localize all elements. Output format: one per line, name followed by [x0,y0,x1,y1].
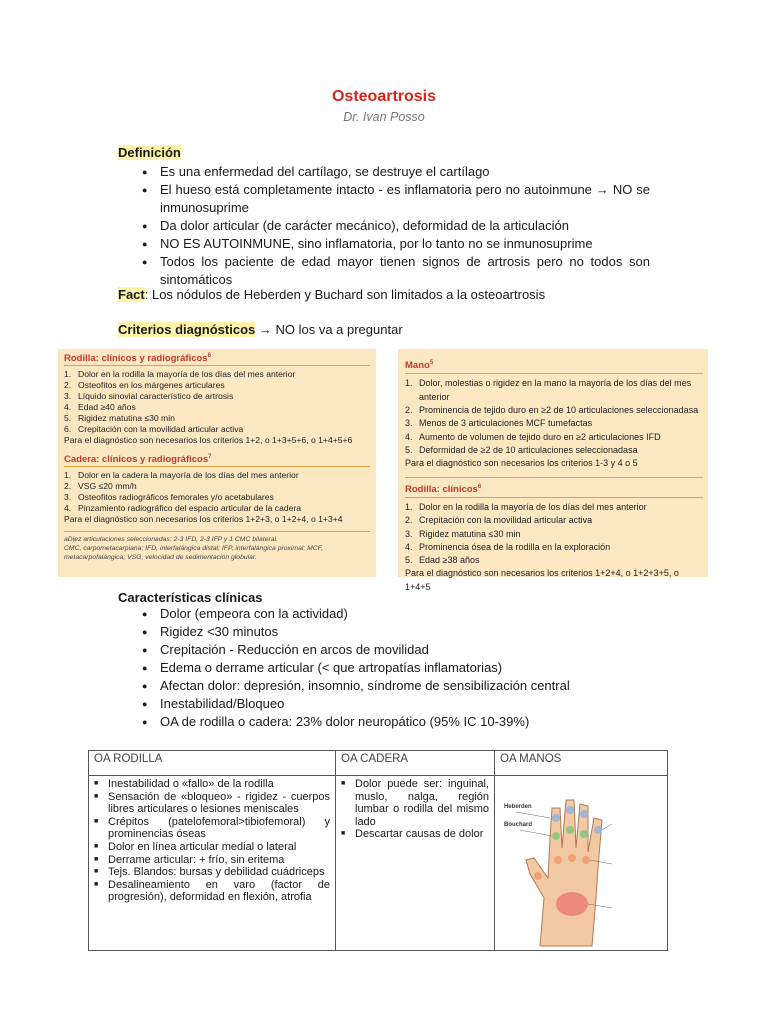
list-item: ● OA de rodilla o cadera: 23% dolor neuropático (95% IC 10-39%) [142,713,662,731]
rodilla-clin-footer: Para el diagnóstico son necesarios los criterios 1+2+4, o 1+2+3+5, o 1+4+5 [405,568,679,592]
list-item: ● El hueso está completamente intacto - es inflamatoria pero no autoinmune → NO se inmunosuprime [142,181,650,217]
list-item: 6. Crepitación con la movilidad articular activa [64,424,244,435]
list-item: 2. Osteofitos en los márgenes articulares [64,380,225,391]
bouchard-label: Bouchard [504,822,533,828]
rodilla-clin-rad-list [64,369,370,435]
rodilla-clin-heading: Rodilla: clínicos$^6$ [405,477,703,498]
table-header: OA CADERA [336,751,495,776]
table-cell-rodilla [89,776,336,951]
list-item: 4. Pinzamiento radiográfico del espacio articular de la cadera [64,503,302,514]
fact-line: Fact: Los nódulos de Heberden y Buchard son limitados a la osteoartrosis [118,287,546,302]
list-item: 2. VSG ≤20 mm/h [64,481,137,492]
list-item: 1. Dolor en la rodilla la mayoría de los días del mes anterior [405,501,647,512]
list-item: ■ Derrame articular: + frío, sin eritema [94,854,330,867]
list-item: 3. Rigidez matutina ≤30 min [405,528,521,539]
list-item: ● Afectan dolor: depresión, insomnio, síndrome de sensibilización central [142,677,662,695]
footnote: CMC, carpometacarpiana; IFD, interfalángica distal; IFP, interfalángica proximal; MCF, metacarpofalángica; VSG, velocidad de sedimentación globular. [64,545,323,562]
list-item: ● Edema o derrame articular (< que artropatías inflamatorias) [142,659,662,677]
list-item: ● NO ES AUTOINMUNE, sino inflamatoria, por lo tanto no se inmunosuprime [142,235,650,253]
heberden-label: Heberden [504,804,532,810]
list-item: ■ Dolor en línea articular medial o lateral [94,841,330,854]
list-item: 2. Crepitación con la movilidad articular activa [405,515,593,526]
cadera-heading: Cadera: clínicos y radiográficos$^7$ [64,452,370,467]
table-row [89,776,668,951]
caracteristicas-list [142,605,662,731]
rodilla-clin-rad-footer: Para el diagnóstico son necesarios los criterios 1+2, o 1+3+5+6, o 1+4+5+6 [64,435,353,446]
list-item: 1. Dolor, molestias o rigidez en la mano la mayoría de los días del mes anterior [405,378,692,402]
footnote: aDiez articulaciones seleccionadas: 2-3 IFD, 2-3 IFP y 1 CMC bilateral. [64,536,278,544]
list-item: ■ Descartar causas de dolor [341,828,489,841]
list-item: ■ Sensación de «bloqueo» - rigidez - cuerpos libres articulares o lesiones meniscales [94,791,330,816]
list-item: 5. Deformidad de ≥2 de 10 articulaciones seleccionadasa [405,444,638,455]
oa-table [88,750,668,951]
list-item: ■ Tejs. Blandos: bursas y debilidad cuádriceps [94,866,330,879]
list-item: 1. Dolor en la rodilla la mayoría de los días del mes anterior [64,369,296,380]
hand-illustration [500,778,650,948]
list-item: ● Crepitación - Reducción en arcos de movilidad [142,641,662,659]
list-item: 4. Aumento de volumen de tejido duro en ≥2 articulaciones IFD [405,431,661,442]
list-item: ● Todos los paciente de edad mayor tienen signos de artrosis pero no todos son sintomáticos [142,253,650,289]
page-title: Osteoartrosis [331,88,437,105]
list-item: 3. Líquido sinovial característico de artrosis [64,391,234,402]
definicion-list [142,163,650,289]
mano-heading: Mano$^5$ [405,357,703,374]
list-item: ● Da dolor articular (de carácter mecánico), deformidad de la articulación [142,217,650,235]
definicion-heading: Definición [118,145,181,160]
list-item: ● Inestabilidad/Bloqueo [142,695,662,713]
list-item: 3. Menos de 3 articulaciones MCF tumefactas [405,418,593,429]
caracteristicas-heading: Características clínicas [118,590,263,605]
table-header: OA MANOS [495,751,668,776]
list-item: 5. Edad ≥38 años [405,555,480,566]
list-item: ● Es una enfermedad del cartílago, se destruye el cartílago [142,163,650,181]
rodilla-clin-list [405,501,703,567]
criteria-box-left [58,349,376,577]
criteria-box-right [398,349,708,592]
table-cell-cadera [336,776,495,951]
rodilla-clin-rad-heading: Rodilla: clínicos y radiográficos$^6$ [64,351,370,366]
list-item: 5. Rigidez matutina ≤30 min [64,413,175,424]
list-item: 3. Osteofitos radiográficos femorales y/o acetabulares [64,492,274,503]
list-item: ■ Desalineamiento en varo (factor de progresión), deformidad en flexión, atrofia [94,879,330,904]
list-item: 4. Edad ≥40 años [64,402,136,413]
list-item: 2. Prominencia de tejido duro en ≥2 de 10 articulaciones seleccionadasa [405,405,699,416]
list-item: ■ Dolor puede ser: inguinal, muslo, nalga, región lumbar o rodilla del mismo lado [341,778,489,828]
list-item: 1. Dolor en la cadera la mayoría de los días del mes anterior [64,470,299,481]
cadera-footer: Para el diagnóstico son necesarios los criterios 1+2+3, o 1+2+4, o 1+3+4 [64,514,343,525]
criterios-heading: Criterios diagnósticos → NO los va a preguntar [118,322,403,337]
cadera-list [64,470,370,514]
table-header: OA RODILLA [89,751,336,776]
mano-list [405,377,703,457]
list-item: ● Dolor (empeora con la actividad) [142,605,662,623]
list-item: ■ Inestabilidad o «fallo» de la rodilla [94,778,330,791]
mano-footer: Para el diagnóstico son necesarios los criterios 1-3 y 4 o 5 [405,458,638,469]
table-cell-manos [495,776,668,951]
list-item: 4. Prominencia ósea de la rodilla en la exploración [405,541,611,552]
list-item: ● Rigidez <30 minutos [142,623,662,641]
table-header-row [89,751,668,776]
author: Dr. Ivan Posso [343,110,425,124]
list-item: ■ Crépitos (patelofemoral>tibiofemoral) y prominencias óseas [94,816,330,841]
